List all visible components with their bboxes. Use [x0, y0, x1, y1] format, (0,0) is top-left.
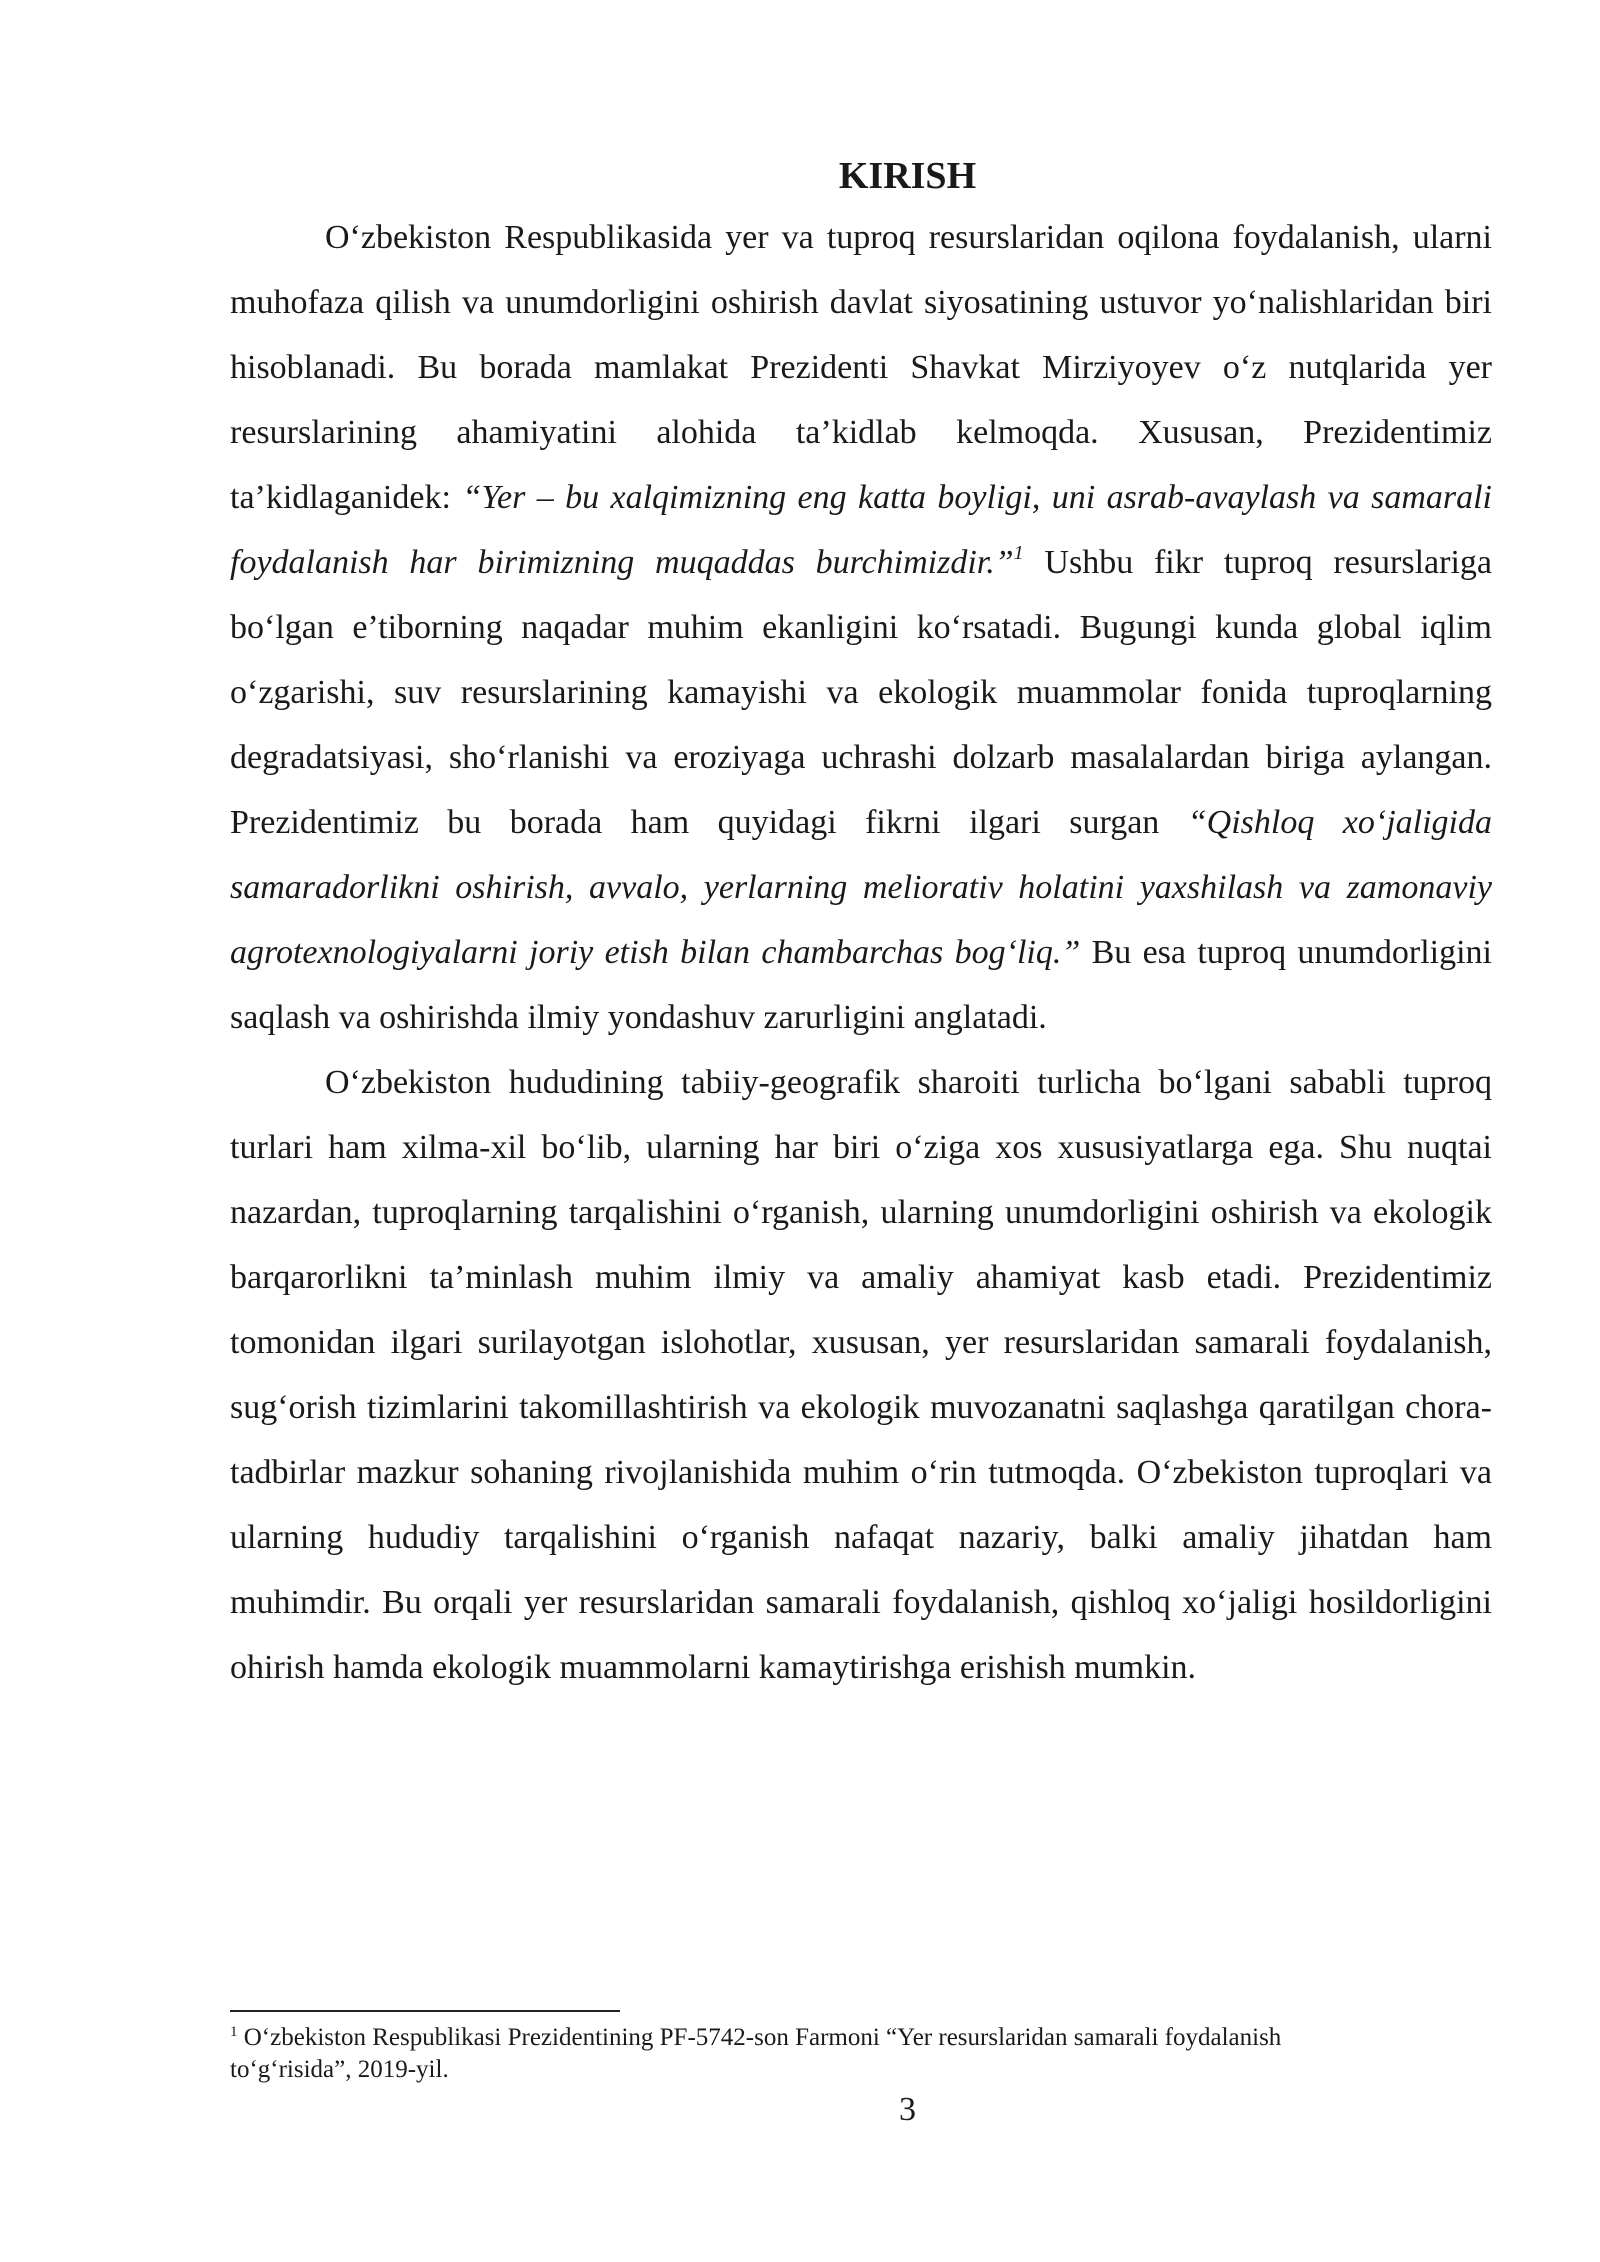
footnote-marker: 1: [230, 2024, 238, 2040]
paragraph-1-text-a: O‘zbekiston Respublikasida yer va tuproq resurslaridan oqilona foydalanish, ularni muhofaza qilish va unumdorligini oshirish davlat siyosatining ustuvor yo‘nalishlaridan biri hisoblanadi. Bu borada mamlakat Prezidenti Shavkat Mirziyoyev o‘z nutqlarida yer resurslarining ahamiyatini alohida ta’kidlab kelmoqda. Xususan, Prezidentimiz ta’kidlaganidek:: [230, 219, 1492, 516]
paragraph-1-text-b: Ushbu fikr tuproq resurslariga bo‘lgan e’tiborning naqadar muhim ekanligini ko‘rsatadi. Bugungi kunda global iqlim o‘zgarishi, suv resurslarining kamayishi va ekologik muammolar fonida tuproqlarning degradatsiyasi, sho‘rlanishi va eroziyaga uchrashi dolzarb masalalardan biriga aylangan. Prezidentimiz bu borada ham quyidagi fikrni ilgari surgan: [230, 544, 1492, 841]
section-heading: KIRISH: [838, 155, 977, 197]
president-quote-2: “Qishloq xo‘jaligida samaradorlikni oshirish, avvalo, yerlarning meliorativ holatini yaxshilash va zamonaviy agrotexnologiyalarni joriy etish bilan chambarchas bog‘liq.”: [230, 804, 1492, 971]
footnote-separator: [230, 2010, 620, 2012]
page-number: 3: [899, 2091, 916, 2128]
body-text: [230, 205, 1492, 1700]
president-quote-1: “Yer – bu xalqimizning eng katta boyligi, uni asrab-avaylash va samarali foydalanish har birimizning muqaddas burchimizdir.”: [230, 479, 1492, 581]
footnote: [230, 2022, 1390, 2086]
footnote-reference[interactable]: 1: [1013, 542, 1024, 564]
paragraph-1: [230, 205, 1492, 1050]
footnote-text: O‘zbekiston Respublikasi Prezidentining PF-5742-son Farmoni “Yer resurslaridan samarali foydalanish to‘g‘risida”, 2019-yil.: [230, 2024, 1282, 2083]
paragraph-1-text-c: Bu esa tuproq unumdorligini saqlash va oshirishda ilmiy yondashuv zarurligini anglatadi.: [230, 934, 1492, 1036]
paragraph-2: O‘zbekiston hududining tabiiy-geografik sharoiti turlicha bo‘lgani sababli tuproq turlari ham xilma-xil bo‘lib, ularning har biri o‘ziga xos xususiyatlarga ega. Shu nuqtai nazardan, tuproqlarning tarqalishini o‘rganish, ularning unumdorligini oshirish va ekologik barqarorlikni ta’minlash muhim ilmiy va amaliy ahamiyat kasb etadi. Prezidentimiz tomonidan ilgari surilayotgan islohotlar, xususan, yer resurslaridan samarali foydalanish, sug‘orish tizimlarini takomillashtirish va ekologik muvozanatni saqlashga qaratilgan chora-tadbirlar mazkur sohaning rivojlanishida muhim o‘rin tutmoqda. O‘zbekiston tuproqlari va ularning hududiy tarqalishini o‘rganish nafaqat nazariy, balki amaliy jihatdan ham muhimdir. Bu orqali yer resurslaridan samarali foydalanish, qishloq xo‘jaligi hosildorligini ohirish hamda ekologik muammolarni kamaytirishga erishish mumkin.: [230, 1064, 1492, 1686]
